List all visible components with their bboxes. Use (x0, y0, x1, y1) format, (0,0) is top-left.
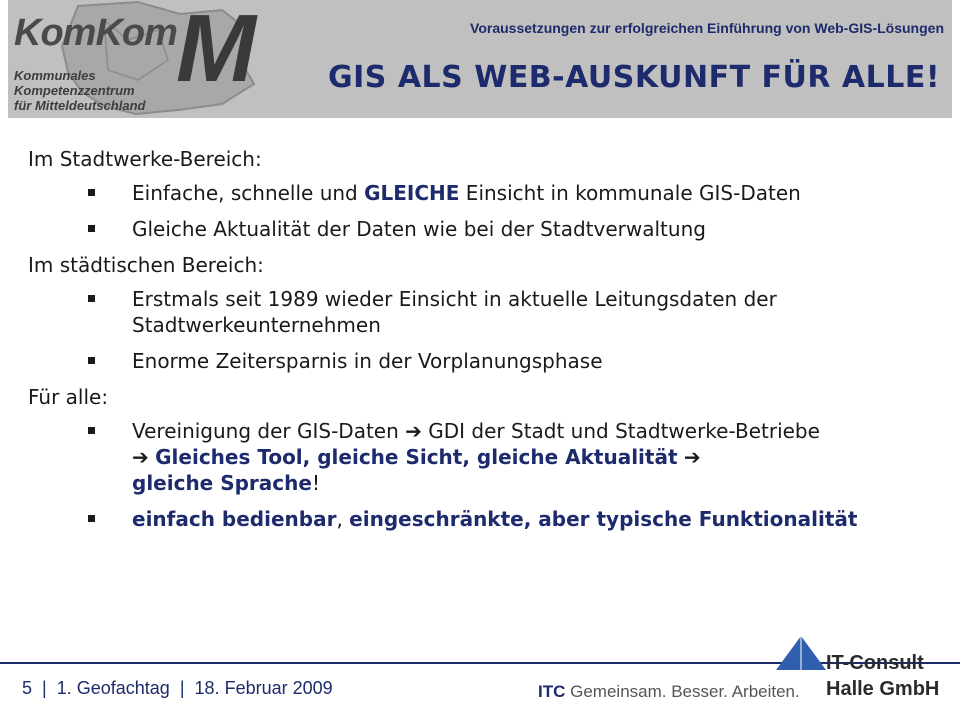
item-text: ! (311, 471, 320, 495)
item-text: Einsicht in kommunale GIS-Daten (459, 181, 801, 205)
company-triangle-icon (776, 636, 826, 670)
square-bullet-icon (88, 427, 95, 434)
event-name: 1. Geofachtag (56, 678, 170, 698)
arrow-right-icon: ➔ (683, 445, 701, 469)
square-bullet-icon (88, 295, 95, 302)
page-number: 5 (22, 678, 33, 698)
item-emphasis: GLEICHE (364, 181, 460, 205)
item-emphasis: einfach bedienbar (132, 507, 337, 531)
page-title: GIS ALS WEB-AUSKUNFT FÜR ALLE! (328, 60, 940, 95)
company-name-line1: IT-Consult (826, 652, 924, 674)
slogan-text: Gemeinsam. Besser. Arbeiten. (570, 682, 800, 701)
header-banner (8, 0, 952, 118)
list-item (28, 506, 928, 532)
logo-subtitle-3: für Mitteldeutschland (14, 98, 146, 113)
square-bullet-icon (88, 225, 95, 232)
item-text: Erstmals seit 1989 wieder Einsicht in aktuelle Leitungsdaten der Stadtwerkeunternehmen (132, 287, 777, 337)
list-item (28, 348, 928, 374)
slide-content (28, 146, 928, 542)
square-bullet-icon (88, 357, 95, 364)
logo-subtitle-2: Kompetenzzentrum (14, 83, 135, 98)
list-item (28, 286, 928, 338)
logo-subtitle-1: Kommunales (14, 68, 96, 83)
item-emphasis: gleiche Sprache (132, 471, 312, 495)
item-emphasis: eingeschränkte, aber typische Funktionalität (349, 507, 858, 531)
list-item (28, 216, 928, 242)
company-logo (826, 650, 939, 702)
item-text: Gleiche Aktualität der Daten wie bei der Stadtverwaltung (132, 217, 706, 241)
komkom-logo (8, 0, 278, 118)
footer-info (22, 678, 333, 699)
arrow-right-icon: ➔ (405, 419, 422, 443)
list-item (28, 418, 928, 496)
company-name-line2: Halle GmbH (826, 678, 940, 700)
itc-brand: ITC (538, 682, 566, 701)
separator: | (179, 678, 185, 698)
separator: | (42, 678, 47, 698)
item-text: , (336, 507, 350, 531)
header-subtitle: Voraussetzungen zur erfolgreichen Einführung von Web-GIS-Lösungen (470, 20, 944, 36)
item-text: Vereinigung der GIS-Daten (132, 419, 406, 443)
square-bullet-icon (88, 189, 95, 196)
item-text: Einfache, schnelle und (132, 181, 365, 205)
logo-name: KomKom (14, 12, 177, 54)
square-bullet-icon (88, 515, 95, 522)
itc-slogan (538, 682, 800, 702)
event-date: 18. Februar 2009 (194, 678, 333, 698)
section-heading: Im städtischen Bereich: (28, 253, 264, 277)
item-text: GDI der Stadt und Stadtwerke-Betriebe (421, 419, 820, 443)
section-heading: Im Stadtwerke-Bereich: (28, 147, 262, 171)
section-heading: Für alle: (28, 385, 109, 409)
logo-letter: M (176, 0, 256, 102)
item-text: Enorme Zeitersparnis in der Vorplanungsphase (132, 349, 603, 373)
item-emphasis: Gleiches Tool, gleiche Sicht, gleiche Aktualität (155, 445, 678, 469)
list-item (28, 180, 928, 206)
arrow-right-icon: ➔ (132, 445, 149, 469)
